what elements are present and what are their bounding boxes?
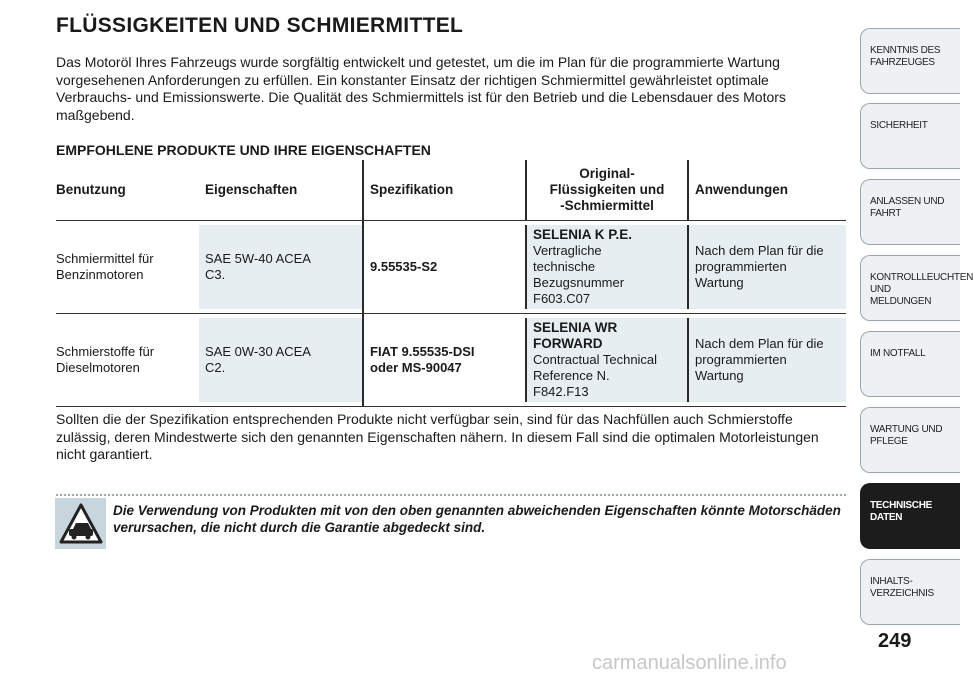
- sidebar-item-inhaltsverzeichnis[interactable]: [860, 559, 960, 625]
- product-name: SELENIA WR FORWARD: [533, 320, 618, 351]
- usage-text: Schmiermittel für Benzinmotoren: [56, 251, 154, 282]
- table-header-row: [56, 160, 846, 220]
- products-table: [56, 160, 846, 407]
- header-original-fluids-label: Original- Flüssigkeiten und -Schmiermittel: [549, 166, 665, 213]
- product-reference: Vertragliche technische Bezugsnummer F603.C07: [533, 243, 625, 306]
- sidebar-item-label: ANLASSEN UND FAHRT: [870, 196, 945, 219]
- header-usage: [56, 160, 199, 220]
- usage-text: Schmierstoffe für Dieselmotoren: [56, 344, 155, 375]
- header-properties: [199, 160, 362, 220]
- application-text: Nach dem Plan für die programmierten Wartung: [695, 336, 824, 383]
- car-warning-icon-graphic: [59, 502, 103, 546]
- sidebar-item-sicherheit[interactable]: [860, 103, 960, 169]
- sidebar-item-label: TECHNISCHE DATEN: [870, 500, 933, 523]
- warning-divider: [56, 494, 846, 496]
- section-heading: EMPFOHLENE PRODUKTE UND IHRE EIGENSCHAFTEN: [56, 142, 431, 158]
- cell-application: [687, 225, 846, 309]
- car-warning-icon: [55, 498, 106, 549]
- header-original-fluids: [525, 160, 687, 220]
- spec-text: 9.55535-S2: [370, 259, 438, 274]
- sidebar-item-label: KENNTNIS DES FAHRZEUGES: [870, 45, 941, 68]
- table-row: [56, 220, 846, 313]
- page-number: 249: [878, 630, 912, 652]
- header-applications-label: Anwendungen: [695, 182, 788, 197]
- cell-spec: [362, 314, 525, 406]
- sidebar-item-technische-daten[interactable]: [860, 483, 960, 549]
- sidebar-item-wartung[interactable]: [860, 407, 960, 473]
- sidebar-item-label: INHALTS- VERZEICHNIS: [870, 576, 934, 599]
- product-name: SELENIA K P.E.: [533, 227, 633, 242]
- cell-properties: [199, 225, 362, 309]
- application-text: Nach dem Plan für die programmierten Wartung: [695, 243, 824, 290]
- sidebar-item-anlassen[interactable]: [860, 179, 960, 245]
- table-row: [56, 313, 846, 407]
- cell-usage: [56, 221, 199, 313]
- cell-properties: [199, 318, 362, 402]
- product-reference: Contractual Technical Reference N. F842.F13: [533, 352, 658, 399]
- cell-product: [525, 225, 687, 309]
- sidebar-item-label: IM NOTFALL: [870, 348, 926, 359]
- header-applications: [687, 160, 846, 220]
- sidebar-item-label: WARTUNG UND PFLEGE: [870, 424, 943, 447]
- header-properties-label: Eigenschaften: [205, 182, 298, 197]
- cell-application: [687, 318, 846, 402]
- sidebar-item-label: SICHERHEIT: [870, 120, 928, 131]
- properties-text: SAE 5W-40 ACEA C3.: [205, 251, 311, 282]
- sidebar-item-label: KONTROLLLEUCHTEN UND MELDUNGEN: [870, 272, 973, 307]
- properties-text: SAE 0W-30 ACEA C2.: [205, 344, 311, 375]
- watermark: carmanualsonline.info: [592, 652, 787, 674]
- header-spec-label: Spezifikation: [370, 182, 454, 197]
- cell-usage: [56, 314, 199, 406]
- spec-text: FIAT 9.55535-DSI oder MS-90047: [370, 344, 475, 375]
- cell-product: [525, 318, 687, 402]
- warning-text: Die Verwendung von Produkten mit von den oben genannten abweichenden Eigenschaften könnte Motorschäden verursachen, die nicht durch die Garantie abgedeckt sind.: [113, 503, 841, 535]
- sidebar-item-notfall[interactable]: [860, 331, 960, 397]
- header-spec: [362, 160, 525, 220]
- page-title: FLÜSSIGKEITEN UND SCHMIERMITTEL: [56, 14, 464, 37]
- intro-paragraph: Das Motoröl Ihres Fahrzeugs wurde sorgfältig entwickelt und getestet, um die im Plan für die programmierte Wartung vorgesehenen Anforderungen zu erfüllen. Ein konstanter Einsatz der richtigen Schmiermittel gewährleistet optimale Verbrauchs- und Emissionswerte. Die Qualität des Schmiermittels ist für den Betrieb und die Lebensdauer des Motors maßgebend.: [56, 54, 786, 123]
- sidebar-item-kontrollleuchten[interactable]: [860, 255, 973, 321]
- followup-paragraph: Sollten die der Spezifikation entsprechenden Produkte nicht verfügbar sein, sind für das Nachfüllen auch Schmierstoffe zulässig, deren Mindestwerte sich den genannten Eigenschaften nähern. In diesem Fall sind die optimalen Motorleistungen nicht garantiert.: [56, 411, 819, 462]
- header-usage-label: Benutzung: [56, 182, 126, 197]
- sidebar-item-kenntnis[interactable]: [860, 28, 960, 94]
- cell-spec: [362, 221, 525, 313]
